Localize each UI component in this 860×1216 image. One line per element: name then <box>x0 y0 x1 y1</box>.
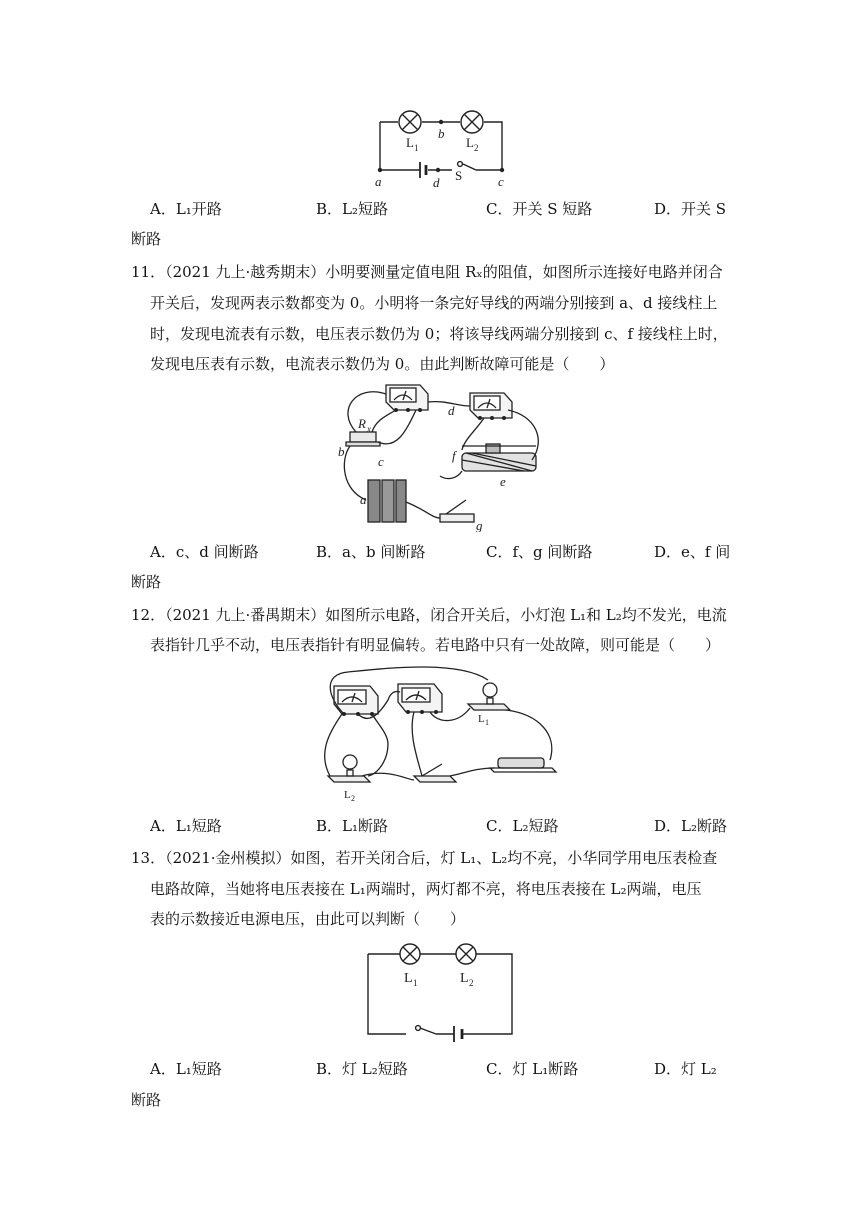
fig11-label-a: a <box>360 492 367 507</box>
q11-circuit-figure <box>336 380 556 532</box>
fig10-label-s: S <box>455 168 463 183</box>
fig10-label-a: a <box>375 174 382 189</box>
fig13-label-l2: L <box>460 971 469 986</box>
q13-option-c[interactable]: C．灯 L₁断路 <box>486 1060 579 1078</box>
fig10-label-b: b <box>438 126 445 141</box>
fig11-label-e: e <box>500 474 506 489</box>
fig11-label-rx-sub: x <box>367 424 371 434</box>
q10-circuit-figure <box>370 100 520 192</box>
q11-option-d[interactable]: D．e、f 间 <box>654 543 731 561</box>
q11-stem-line-3: 时，发现电流表有示数，电压表示数仍为 0；将该导线两端分别接到 c、f 接线柱上时， <box>150 325 728 343</box>
fig11-label-rx: R <box>358 416 366 431</box>
q13-stem-line-3: 表的示数接近电源电压，由此可以判断（ ） <box>150 910 466 928</box>
fig11-label-g: g <box>476 518 483 532</box>
q11-stem-line-4: 发现电压表有示数，电流表示数仍为 0。由此判断故障可能是（ ） <box>150 355 615 373</box>
q13-stem-line-1: 13．（2021·金州模拟）如图，若开关闭合后，灯 L₁、L₂均不亮，小华同学用电压表检查 <box>131 849 718 867</box>
fig10-label-c: c <box>498 174 504 189</box>
fig10-label-l1-sub: 1 <box>414 143 419 153</box>
fig12-label-l2-sub: 2 <box>351 794 355 803</box>
fig12-label-l1-sub: 1 <box>485 718 489 727</box>
fig11-label-c: c <box>378 454 384 469</box>
q11-option-a[interactable]: A．c、d 间断路 <box>150 543 259 561</box>
q10-option-d[interactable]: D．开关 S <box>654 200 727 218</box>
q13-option-b[interactable]: B．灯 L₂短路 <box>316 1060 408 1078</box>
q11-stem-line-1: 11．（2021 九上·越秀期末）小明要测量定值电阻 Rₓ的阻值，如图所示连接好电路并闭合 <box>131 263 723 281</box>
q10-option-d-continuation: 断路 <box>131 230 162 248</box>
q12-option-a[interactable]: A．L₁短路 <box>150 817 222 835</box>
q11-stem-line-2: 开关后，发现两表示数都变为 0。小明将一条完好导线的两端分别接到 a、d 接线柱上 <box>150 294 718 312</box>
fig11-label-d: d <box>448 403 455 418</box>
q12-option-d[interactable]: D．L₂断路 <box>654 817 728 835</box>
fig13-label-l1: L <box>404 971 413 986</box>
q11-option-b[interactable]: B．a、b 间断路 <box>316 543 426 561</box>
fig10-label-l2: L <box>466 135 474 150</box>
q12-stem-line-1: 12．（2021 九上·番禺期末）如图所示电路，闭合开关后，小灯泡 L₁和 L₂均不发光，电流 <box>131 606 727 624</box>
q10-option-c[interactable]: C．开关 S 短路 <box>486 200 593 218</box>
fig10-label-l1: L <box>406 135 414 150</box>
q13-stem-line-2: 电路故障，当她将电压表接在 L₁两端时，两灯都不亮，将电压表接在 L₂两端，电压 <box>150 880 702 898</box>
fig13-label-l2-sub: 2 <box>469 978 474 988</box>
fig13-label-l1-sub: 1 <box>413 978 418 988</box>
fig12-label-l2: L <box>344 789 351 801</box>
q11-option-d-continuation: 断路 <box>131 573 162 591</box>
q12-circuit-figure <box>318 664 564 808</box>
q10-option-b[interactable]: B．L₂短路 <box>316 200 388 218</box>
q13-option-d[interactable]: D．灯 L₂ <box>654 1060 717 1078</box>
q13-circuit-figure <box>362 938 518 1042</box>
q13-option-a[interactable]: A．L₁短路 <box>150 1060 222 1078</box>
q12-option-b[interactable]: B．L₁断路 <box>316 817 388 835</box>
fig10-label-d: d <box>433 175 440 190</box>
q12-stem-line-2: 表指针几乎不动，电压表指针有明显偏转。若电路中只有一处故障，则可能是（ ） <box>150 636 721 654</box>
fig10-label-l2-sub: 2 <box>474 143 479 153</box>
q10-option-a[interactable]: A．L₁开路 <box>150 200 222 218</box>
q12-option-c[interactable]: C．L₂短路 <box>486 817 559 835</box>
fig11-label-f: f <box>452 448 456 463</box>
q13-option-d-continuation: 断路 <box>131 1091 162 1109</box>
q11-option-c[interactable]: C．f、g 间断路 <box>486 543 593 561</box>
fig11-label-b: b <box>338 444 345 459</box>
fig12-label-l1: L <box>478 713 485 725</box>
